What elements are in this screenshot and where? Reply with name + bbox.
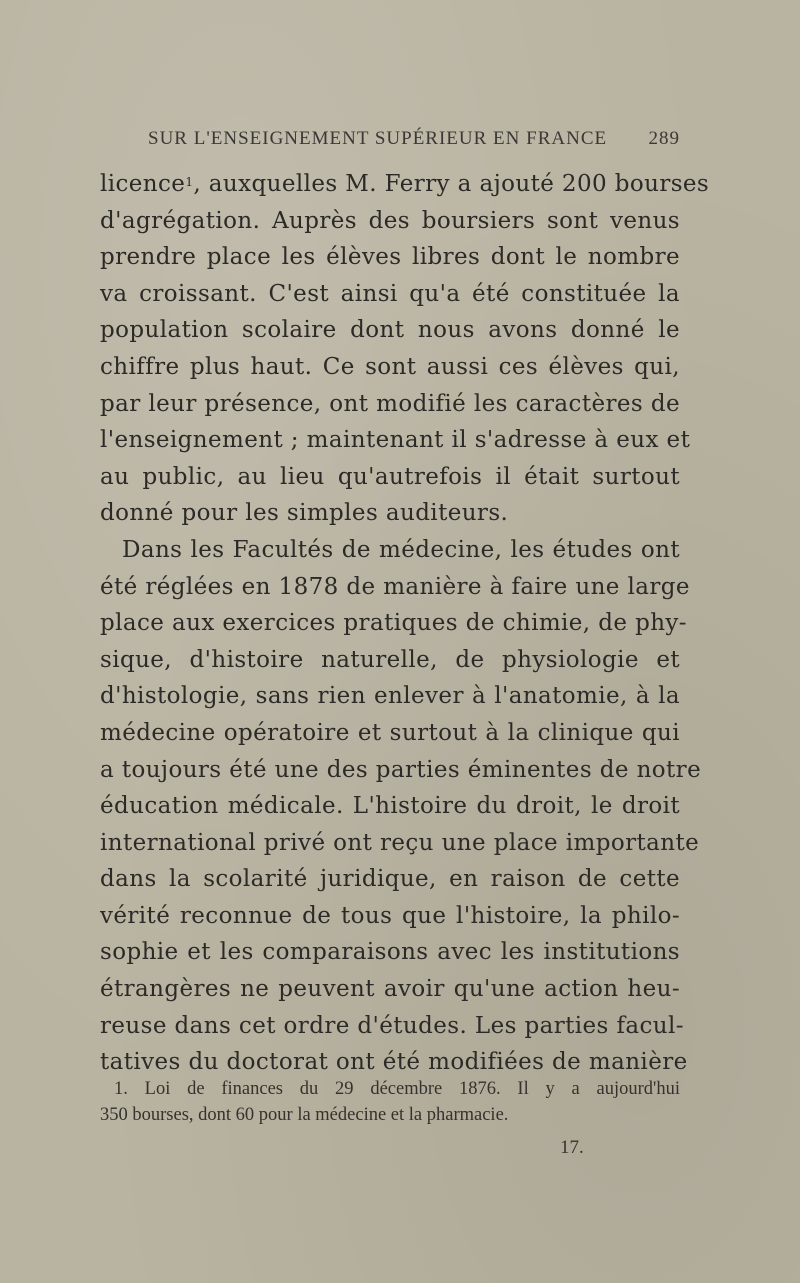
- signature-mark: 17.: [560, 1137, 584, 1158]
- running-head: [148, 128, 680, 156]
- text-line: sique, d'histoire naturelle, de physiologie et: [100, 646, 680, 673]
- text-line: donné pour les simples auditeurs.: [100, 500, 509, 527]
- text-line: place aux exercices pratiques de chimie, de phy-: [100, 610, 687, 637]
- text-fragment: licence: [100, 171, 186, 197]
- footnote-line: 350 bourses, dont 60 pour la médecine et la pharmacie.: [100, 1105, 509, 1125]
- running-title: SUR L'ENSEIGNEMENT SUPÉRIEUR EN FRANCE: [148, 128, 608, 149]
- text-line: éducation médicale. L'histoire du droit, le droit: [100, 793, 680, 820]
- text-fragment: , auxquelles M. Ferry a ajouté 200 bourses: [193, 171, 710, 197]
- text-line: au public, au lieu qu'autrefois il était surtout: [100, 463, 680, 490]
- text-line: population scolaire dont nous avons donné le: [100, 317, 680, 344]
- text-line: été réglées en 1878 de manière à faire une large: [100, 573, 690, 600]
- text-line: par leur présence, ont modifié les caractères de: [100, 390, 680, 417]
- text-line: reuse dans cet ordre d'études. Les parties facul-: [100, 1012, 684, 1039]
- text-line: [100, 166, 710, 203]
- page-number: 289: [648, 128, 680, 149]
- text-line: Dans les Facultés de médecine, les études ont: [122, 536, 680, 563]
- text-line: tatives du doctorat ont été modifiées de manière: [100, 1049, 688, 1076]
- text-line: d'agrégation. Auprès des boursiers sont venus: [100, 207, 680, 234]
- footnote-marker: 1: [185, 175, 194, 189]
- text-line: médecine opératoire et surtout à la clinique qui: [100, 719, 680, 746]
- footnote-line: 1. Loi de finances du 29 décembre 1876. Il y a aujourd'hui: [114, 1079, 680, 1099]
- text-line: dans la scolarité juridique, en raison de cette: [100, 866, 680, 893]
- text-line: sophie et les comparaisons avec les institutions: [100, 939, 680, 966]
- text-line: vérité reconnue de tous que l'histoire, la philo-: [100, 902, 680, 929]
- body-text: [100, 166, 710, 1081]
- text-line: d'histologie, sans rien enlever à l'anatomie, à la: [100, 683, 680, 710]
- text-line: étrangères ne peuvent avoir qu'une action heu-: [100, 976, 680, 1003]
- footnote: [100, 1076, 680, 1128]
- text-line: va croissant. C'est ainsi qu'a été constituée la: [100, 280, 680, 307]
- text-line: a toujours été une des parties éminentes de notre: [100, 756, 702, 783]
- text-line: prendre place les élèves libres dont le nombre: [100, 244, 680, 271]
- text-line: l'enseignement ; maintenant il s'adresse à eux et: [100, 427, 691, 454]
- text-line: international privé ont reçu une place importante: [100, 829, 700, 856]
- text-line: chiffre plus haut. Ce sont aussi ces élèves qui,: [100, 353, 680, 380]
